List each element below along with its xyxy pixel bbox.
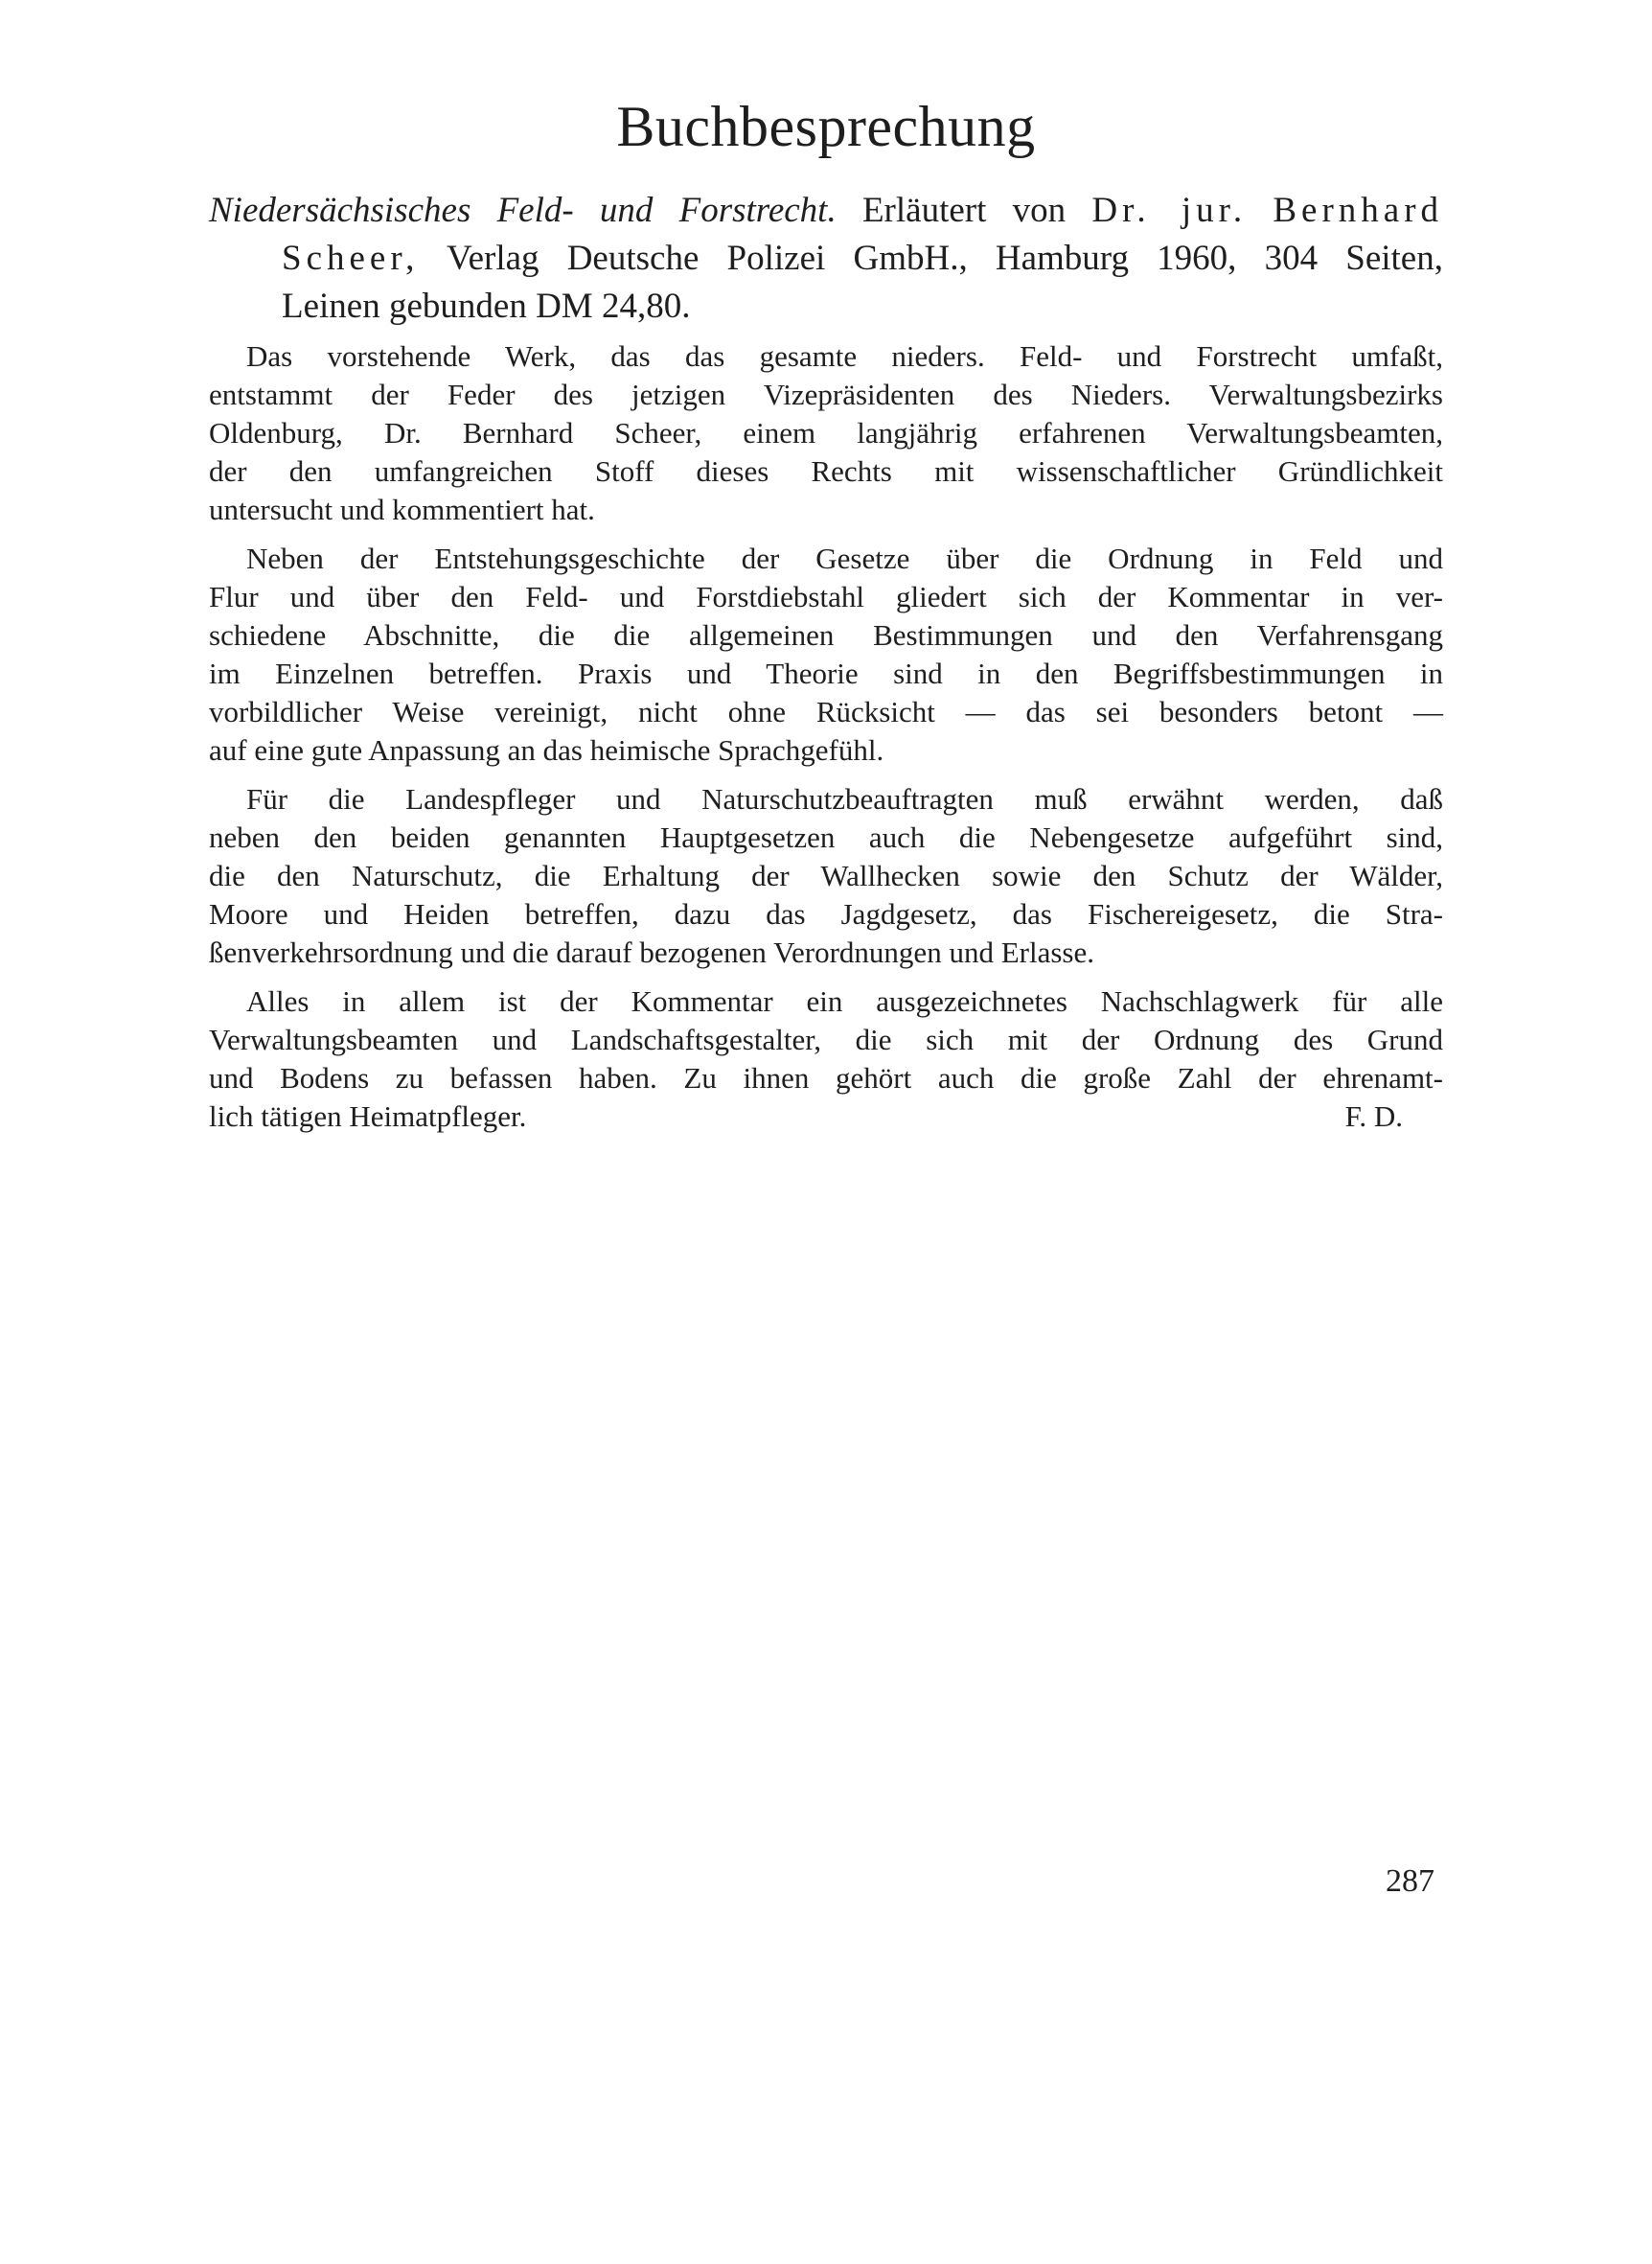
book-publisher: Verlag Deutsche Polizei GmbH., Hamburg 1960, 304 Seiten,	[446, 239, 1443, 278]
paragraph-line: neben den beiden genannten Hauptgesetzen auch die Nebengesetze aufgeführt sind,	[209, 820, 1443, 854]
author-signature: F. D.	[1344, 1099, 1403, 1133]
paragraph-line: Flur und über den Feld- und Forstdiebstahl gliedert sich der Kommentar in ver-	[209, 580, 1443, 613]
paragraph-line: vorbildlicher Weise vereinigt, nicht ohne Rücksicht — das sei besonders betont —	[209, 695, 1443, 728]
paragraph-line: im Einzelnen betreffen. Praxis und Theorie sind in den Begriffsbestimmungen in	[209, 657, 1443, 690]
paragraph-line: der den umfangreichen Stoff dieses Rechts mit wissenschaftlicher Gründlichkeit	[209, 454, 1443, 488]
paragraph-line: die den Naturschutz, die Erhaltung der Wallhecken sowie den Schutz der Wälder,	[209, 859, 1443, 892]
paragraph-line: Moore und Heiden betreffen, dazu das Jagdgesetz, das Fischereigesetz, die Stra-	[209, 897, 1443, 931]
book-title: Niedersächsisches Feld- und Forstrecht.	[209, 191, 837, 230]
paragraph-line: Verwaltungsbeamten und Landschaftsgestalter, die sich mit der Ordnung des Grund	[209, 1023, 1443, 1056]
paragraph-line: Das vorstehende Werk, das das gesamte nieders. Feld- und Forstrecht umfaßt,	[246, 339, 1443, 373]
book-reference-line-3: Leinen gebunden DM 24,80.	[282, 287, 691, 326]
paragraph-3	[209, 780, 1443, 972]
paragraph-line: lich tätigen Heimatpfleger.	[209, 1099, 527, 1133]
review-body	[209, 337, 1443, 1146]
book-reference-line-2	[209, 235, 1443, 283]
book-author-first-name: Bernhard	[1273, 191, 1444, 230]
paragraph-2	[209, 540, 1443, 770]
paragraph-4	[209, 982, 1443, 1136]
paragraph-line: Neben der Entstehungsgeschichte der Gesetze über die Ordnung in Feld und	[246, 542, 1443, 575]
paragraph-line: auf eine gute Anpassung an das heimische Sprachgefühl.	[209, 733, 884, 767]
paragraph-line: schiedene Abschnitte, die die allgemeinen Bestimmungen und den Verfahrensgang	[209, 618, 1443, 652]
book-reference-line-1	[209, 187, 1443, 235]
closing-line	[209, 1097, 1443, 1136]
page-title: Buchbesprechung	[616, 95, 1036, 158]
paragraph-line: untersucht und kommentiert hat.	[209, 493, 595, 526]
paragraph-line: Für die Landespfleger und Naturschutzbeauftragten muß erwähnt werden, daß	[246, 782, 1443, 816]
paragraph-line: Oldenburg, Dr. Bernhard Scheer, einem langjährig erfahrenen Verwaltungsbeamten,	[209, 416, 1443, 450]
book-reference	[209, 187, 1443, 331]
paragraph-line: ßenverkehrsordnung und die darauf bezogenen Verordnungen und Erlasse.	[209, 936, 1094, 969]
book-author-last-name: Scheer,	[282, 239, 420, 278]
paragraph-line: und Bodens zu befassen haben. Zu ihnen gehört auch die große Zahl der ehrenamt-	[209, 1061, 1443, 1095]
book-author-intro: Erläutert von	[861, 191, 1067, 230]
paragraph-line: entstammt der Feder des jetzigen Vizepräsidenten des Nieders. Verwaltungsbezirks	[209, 378, 1443, 411]
page-number: 287	[1386, 1863, 1434, 1899]
book-author-degree: Dr. jur.	[1091, 191, 1248, 230]
paragraph-line: Alles in allem ist der Kommentar ein ausgezeichnetes Nachschlagwerk für alle	[246, 984, 1443, 1018]
paragraph-1	[209, 337, 1443, 529]
